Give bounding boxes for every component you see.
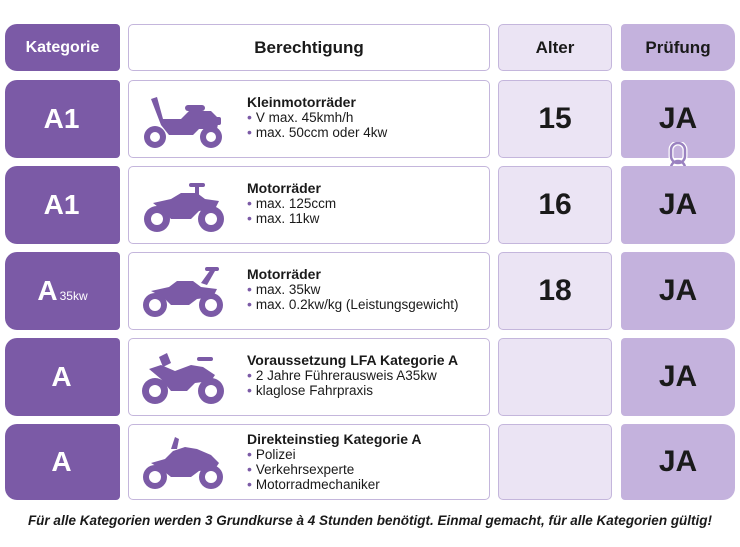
- row-1-age: 15: [498, 80, 612, 158]
- row-4-category: A: [5, 338, 120, 416]
- row-5-age: [498, 424, 612, 500]
- row-3-text: [247, 266, 483, 312]
- cruiser-motorcycle-icon: [141, 175, 227, 237]
- row-1-title: Kleinmotorräder: [247, 94, 356, 110]
- sport-motorcycle-icon: [141, 433, 227, 495]
- bullet-item: • V max. 45kmh/h: [247, 109, 354, 125]
- row-2-description: [128, 166, 490, 244]
- row-4-description: [128, 338, 490, 416]
- bullet-item: • max. 35kw: [247, 281, 321, 297]
- header-pruefung: Prüfung: [621, 24, 735, 71]
- bullet-item: • klaglose Fahrpraxis: [247, 382, 373, 398]
- header-berechtigung: Berechtigung: [128, 24, 490, 71]
- chopper-motorcycle-icon: [141, 261, 227, 323]
- row-3-title: Motorräder: [247, 266, 321, 282]
- bullet-item: • max. 0.2kw/kg (Leistungsgewicht): [247, 296, 459, 312]
- row-4-text: [247, 352, 483, 398]
- row-5-title: Direkteinstieg Kategorie A: [247, 431, 422, 447]
- footer-note: Für alle Kategorien werden 3 Grundkurse à 4 Stunden benötigt. Einmal gemacht, für alle Kategorien gültig!: [27, 513, 713, 528]
- bullet-item: • max. 50ccm oder 4kw: [247, 124, 388, 140]
- row-3-pruefung: JA: [621, 252, 735, 330]
- row-3-description: [128, 252, 490, 330]
- bullet-item: • max. 11kw: [247, 210, 320, 226]
- row-3-age: 18: [498, 252, 612, 330]
- row-2-pruefung: JA: [621, 166, 735, 244]
- row-4-title: Voraussetzung LFA Kategorie A: [247, 352, 459, 368]
- row-4-age: [498, 338, 612, 416]
- row-1-category: A1: [5, 80, 120, 158]
- bullet-item: • Polizei: [247, 446, 296, 462]
- row-2-category: A1: [5, 166, 120, 244]
- scooter-icon: [141, 89, 227, 151]
- row-2-age: 16: [498, 166, 612, 244]
- row-1-text: [247, 94, 483, 140]
- row-2-title: Motorräder: [247, 180, 321, 196]
- header-kategorie: Kategorie: [5, 24, 120, 71]
- row-1-description: [128, 80, 490, 158]
- row-5-description: [128, 424, 490, 500]
- bullet-item: • Verkehrsexperte: [247, 461, 355, 477]
- bullet-item: • 2 Jahre Führerausweis A35kw: [247, 367, 437, 383]
- bullet-item: • max. 125ccm: [247, 195, 337, 211]
- row-5-text: [247, 431, 483, 492]
- row-1-pruefung: JA: [621, 80, 735, 158]
- row-2-text: [247, 180, 483, 226]
- row-5-pruefung: JA: [621, 424, 735, 500]
- row-4-pruefung: JA: [621, 338, 735, 416]
- header-alter: Alter: [498, 24, 612, 71]
- bullet-item: • Motorradmechaniker: [247, 476, 380, 492]
- row-3-category: A 35kw: [5, 252, 120, 330]
- row-5-category: A: [5, 424, 120, 500]
- offroad-motorcycle-icon: [141, 347, 227, 409]
